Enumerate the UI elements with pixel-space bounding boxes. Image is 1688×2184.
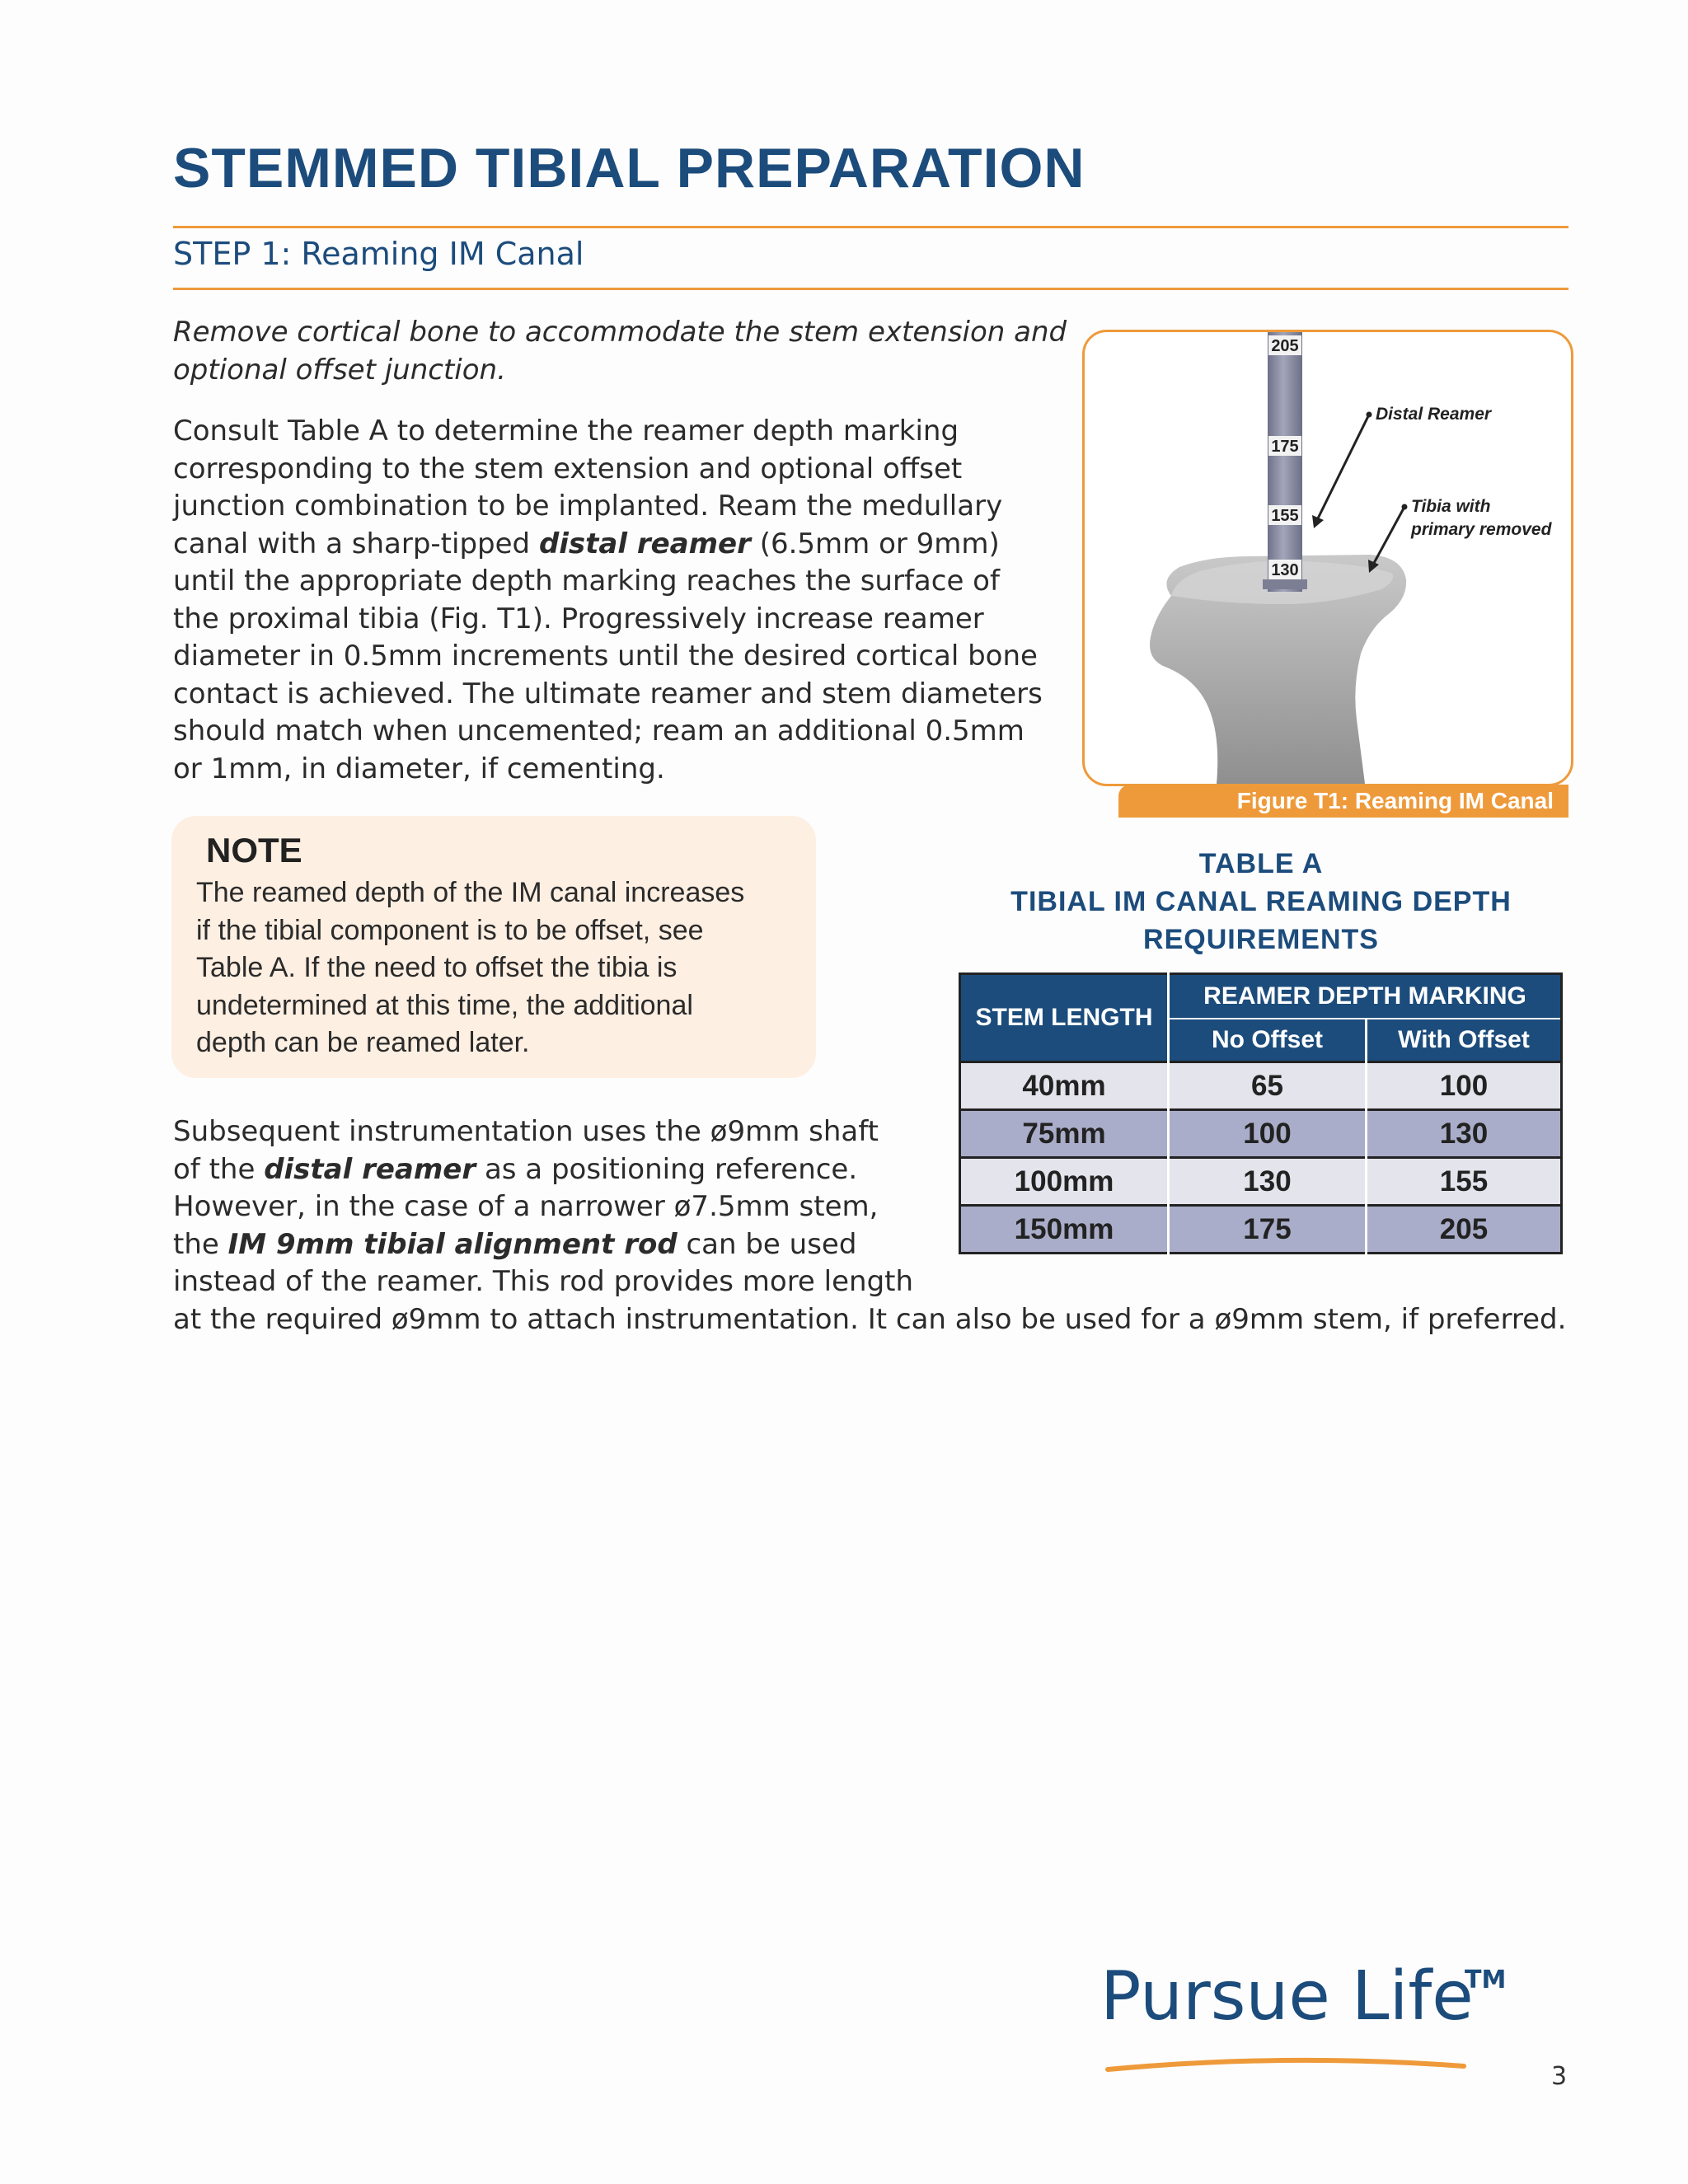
reamer-shaft	[1268, 332, 1302, 592]
note-text	[196, 874, 798, 1062]
marking-label: 205	[1271, 337, 1299, 355]
table-heading-line: TABLE A	[1198, 848, 1324, 879]
consult-text: (6.5mm or 9mm)	[750, 527, 1000, 560]
tibia-leader-dot	[1402, 504, 1408, 510]
cell-no-offset: 65	[1169, 1062, 1367, 1110]
subsequent-line: at the required ø9mm to attach instrumentation. It can also be used for a ø9mm stem, if preferred.	[173, 1302, 1567, 1336]
marking-label: 155	[1271, 507, 1299, 525]
subsequent-text: of the	[173, 1152, 265, 1186]
consult-paragraph	[173, 413, 1080, 788]
subsequent-text: can be used	[677, 1227, 857, 1261]
note-line: Table A. If the need to offset the tibia is	[196, 952, 678, 983]
distal-reamer-term: distal reamer	[538, 527, 751, 560]
cell-no-offset: 100	[1169, 1110, 1367, 1158]
consult-line: until the appropriate depth marking reaches the surface of	[173, 565, 1000, 598]
distal-reamer-term: distal reamer	[264, 1152, 476, 1186]
reaming-depth-table	[959, 972, 1563, 1254]
trademark-mark: TM	[1465, 1966, 1507, 1994]
shaft-collar	[1263, 579, 1307, 589]
tibia-label-line2: primary removed	[1411, 520, 1552, 539]
reamer-leader-dot	[1367, 412, 1372, 418]
cell-stem-length: 100mm	[960, 1158, 1169, 1206]
page-title: STEMMED TIBIAL PREPARATION	[173, 137, 1085, 199]
cell-with-offset: 130	[1367, 1110, 1562, 1158]
note-line: depth can be reamed later.	[196, 1027, 530, 1058]
consult-line: the proximal tibia (Fig. T1). Progressively increase reamer	[173, 602, 984, 635]
col-no-offset: No Offset	[1169, 1019, 1367, 1062]
subsequent-text: the	[173, 1227, 228, 1261]
step-divider	[173, 288, 1568, 290]
table-row	[960, 1110, 1562, 1158]
intro-text	[173, 314, 1067, 389]
note-title: NOTE	[206, 831, 302, 869]
title-divider	[173, 226, 1568, 228]
tibia-leader-line	[1373, 507, 1404, 565]
consult-line: junction combination to be implanted. Ream the medullary	[173, 490, 1003, 523]
subsequent-line: However, in the case of a narrower ø7.5mm stem,	[173, 1190, 879, 1223]
consult-line: contact is achieved. The ultimate reamer and stem diameters	[173, 677, 1043, 710]
cell-stem-length: 40mm	[960, 1062, 1169, 1110]
distal-reamer-label: Distal Reamer	[1376, 405, 1492, 424]
table-heading-line: REQUIREMENTS	[1143, 924, 1379, 955]
figure-caption: Figure T1: Reaming IM Canal	[1118, 785, 1568, 818]
figure-t1	[1082, 330, 1573, 786]
note-line: if the tibial component is to be offset, see	[196, 914, 704, 946]
alignment-rod-term: IM 9mm tibial alignment rod	[227, 1227, 678, 1261]
subsequent-line: instead of the reamer. This rod provides more length	[173, 1265, 914, 1298]
note-line: undetermined at this time, the additional	[196, 989, 693, 1021]
marking-label: 130	[1271, 561, 1299, 579]
cell-no-offset: 130	[1169, 1158, 1367, 1206]
reamer-leader-line	[1317, 415, 1369, 520]
note-line: The reamed depth of the IM canal increases	[196, 877, 745, 908]
table-row	[960, 1062, 1562, 1110]
intro-line: Remove cortical bone to accommodate the stem extension and	[173, 316, 1067, 349]
consult-line: should match when uncemented; ream an additional 0.5mm	[173, 715, 1025, 748]
cell-with-offset: 100	[1367, 1062, 1562, 1110]
subsequent-line: Subsequent instrumentation uses the ø9mm shaft	[173, 1115, 879, 1148]
table-row	[960, 1158, 1562, 1206]
cell-stem-length: 75mm	[960, 1110, 1169, 1158]
tibia-label-line1: Tibia with	[1411, 497, 1491, 516]
col-reamer-depth-marking: REAMER DEPTH MARKING	[1169, 974, 1562, 1019]
brand-logo: Pursue Life	[1100, 1957, 1474, 2036]
brand-swoosh	[1104, 2055, 1467, 2074]
consult-text: canal with a sharp-tipped	[173, 527, 539, 560]
page-number: 3	[1551, 2062, 1568, 2091]
table-heading-line: TIBIAL IM CANAL REAMING DEPTH	[1010, 886, 1512, 917]
consult-line: diameter in 0.5mm increments until the desired cortical bone	[173, 640, 1038, 673]
reamer-illustration	[1085, 332, 1571, 784]
marking-label: 175	[1271, 438, 1299, 456]
consult-line	[173, 526, 1080, 564]
col-with-offset: With Offset	[1367, 1019, 1562, 1062]
subsequent-text: as a positioning reference.	[476, 1152, 858, 1186]
intro-line: optional offset junction.	[173, 353, 506, 387]
cell-stem-length: 150mm	[960, 1206, 1169, 1254]
step-title: STEP 1: Reaming IM Canal	[173, 236, 584, 272]
table-row	[960, 1206, 1562, 1254]
cell-with-offset: 205	[1367, 1206, 1562, 1254]
cell-with-offset: 155	[1367, 1158, 1562, 1206]
cell-no-offset: 175	[1169, 1206, 1367, 1254]
consult-line: Consult Table A to determine the reamer depth marking	[173, 415, 959, 448]
col-stem-length: STEM LENGTH	[960, 974, 1169, 1062]
consult-line: corresponding to the stem extension and optional offset	[173, 452, 963, 485]
table-heading	[960, 845, 1562, 958]
consult-line: or 1mm, in diameter, if cementing.	[173, 752, 665, 785]
